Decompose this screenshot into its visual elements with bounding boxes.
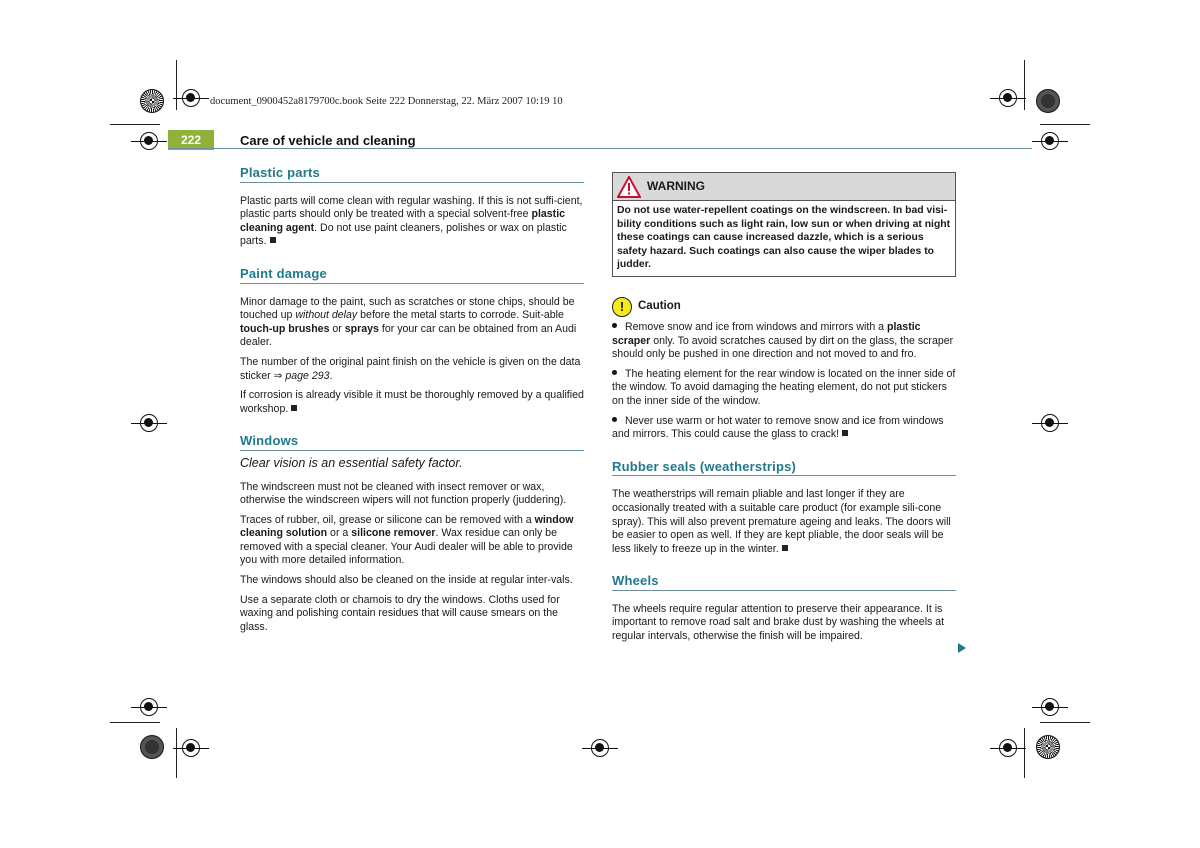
- crop-mark: [110, 124, 160, 125]
- text: Plastic parts will come clean with regular washing. If this is not suffi-cient, plastic parts should only be treated with a special solvent-free: [240, 194, 583, 221]
- bullet-icon: [612, 370, 617, 375]
- caution-bullet: [612, 415, 956, 442]
- text: The weatherstrips will remain pliable and last longer if they are occasionally treated with a suitable care product (for example sili-cone spray). This will also prevent premature ageing and leaks. The doors will be easier to open as well. If they are kept pliable, the door seals will be less likely to freeze up in the winter.: [612, 488, 951, 555]
- warning-header: [613, 173, 955, 201]
- warning-title: WARNING: [647, 178, 705, 193]
- paragraph: The windows should also be cleaned on the inside at regular inter-vals.: [240, 574, 573, 587]
- text: If corrosion is already visible it must be thoroughly removed by a qualified workshop.: [240, 389, 584, 415]
- paragraph: Use a separate cloth or chamois to dry the windows. Cloths used for waxing and polishing contain residues that will cause smears on the glass.: [240, 593, 560, 633]
- text: or a: [327, 527, 352, 540]
- text: before the metal starts to corrode. Suit-able: [357, 309, 564, 322]
- paragraph: [240, 195, 584, 249]
- crop-mark: [1024, 728, 1025, 778]
- bold-term: plastic cleaning agent: [240, 208, 566, 234]
- section-rubber-seals: [612, 460, 956, 557]
- bold-term: sprays: [344, 322, 379, 335]
- warning-box: [612, 172, 956, 277]
- continue-arrow-icon: [958, 643, 966, 653]
- text: Minor damage to the paint, such as scratches or stone chips, should be touched up: [240, 295, 575, 322]
- bullet-icon: [612, 417, 617, 422]
- section-windows: [240, 434, 584, 634]
- section-heading: Rubber seals (weatherstrips): [612, 460, 956, 477]
- right-column: [612, 172, 956, 662]
- crosshair-icon: [999, 89, 1017, 107]
- registration-star-icon: [140, 89, 164, 113]
- warning-text: Do not use water-repellent coatings on the windscreen. In bad visi-bility conditions such as light rain, low sun or when driving at night these coatings can cause increased dazzle, which is a serious safety hazard. Such coatings can also cause the wiper blades to judder.: [617, 205, 951, 271]
- text: Remove snow and ice from windows and mirrors with a: [625, 320, 887, 333]
- paragraph: The windscreen must not be cleaned with insect remover or wax, otherwise the windscreen wipers will not function properly (juddering).: [240, 480, 567, 507]
- caution-title: Caution: [638, 300, 681, 313]
- section-heading: Wheels: [612, 574, 956, 591]
- bullet-icon: [612, 323, 617, 328]
- text: only. To avoid scratches caused by dirt on the glass, the scraper should only be pushed in one direction and not moved to and fro.: [612, 334, 954, 361]
- section-plastic-parts: [240, 166, 584, 249]
- page-reference-link[interactable]: page 293: [285, 369, 330, 382]
- bold-term: silicone remover: [351, 527, 436, 540]
- text: The number of the original paint finish on the vehicle is given on the data sticker ⇒: [240, 355, 581, 382]
- crop-mark: [1040, 722, 1090, 723]
- crosshair-icon: [182, 89, 200, 107]
- paragraph: [240, 389, 584, 416]
- text: .: [329, 369, 333, 382]
- section-heading: Paint damage: [240, 267, 584, 284]
- text: Traces of rubber, oil, grease or silicone can be removed with a: [240, 513, 535, 526]
- bold-term: window cleaning solution: [240, 513, 574, 540]
- end-square-icon: [782, 545, 788, 551]
- warning-triangle-icon: [617, 176, 641, 198]
- chapter-title: Care of vehicle and cleaning: [240, 133, 416, 148]
- crosshair-icon: [591, 739, 609, 757]
- end-square-icon: [842, 430, 848, 436]
- text: . Do not use paint cleaners, polishes or wax on plastic parts.: [240, 221, 567, 248]
- bold-term: touch-up brushes: [240, 322, 330, 335]
- page-number: 222: [168, 130, 214, 150]
- caution-bullet: [612, 368, 956, 409]
- crosshair-icon: [999, 739, 1017, 757]
- text: The heating element for the rear window is located on the inner side of the window. To avoid damaging the heating element, do not put stickers on the inner side of the window.: [612, 367, 956, 407]
- end-square-icon: [291, 405, 297, 411]
- italic-term: without delay: [295, 309, 358, 322]
- caution-header: [612, 297, 956, 317]
- section-paint-damage: [240, 267, 584, 416]
- section-wheels: [612, 574, 956, 643]
- left-column: [240, 166, 584, 652]
- crop-mark: [110, 722, 160, 723]
- paragraph: [240, 514, 584, 568]
- print-meta-line: document_0900452a8179700c.book Seite 222 Donnerstag, 22. März 2007 10:19 10: [210, 96, 563, 107]
- crosshair-icon: [140, 698, 158, 716]
- paragraph: [240, 296, 584, 350]
- crosshair-icon: [1041, 698, 1059, 716]
- crosshair-icon: [1041, 132, 1059, 150]
- caution-exclamation-icon: !: [612, 297, 632, 317]
- section-heading: Windows: [240, 434, 584, 451]
- registration-dark-icon: [140, 735, 164, 759]
- registration-dark-icon: [1036, 89, 1060, 113]
- crosshair-icon: [182, 739, 200, 757]
- crop-mark: [1040, 124, 1090, 125]
- crosshair-icon: [1041, 414, 1059, 432]
- section-subtitle: Clear vision is an essential safety factor.: [240, 455, 463, 470]
- paragraph: [612, 488, 956, 556]
- crop-mark: [176, 60, 177, 110]
- crosshair-icon: [140, 132, 158, 150]
- crop-mark: [1024, 60, 1025, 110]
- caution-block: [612, 297, 956, 442]
- bold-term: plastic scraper: [612, 320, 921, 347]
- paragraph: The wheels require regular attention to preserve their appearance. It is important to remove road salt and brake dust by washing the wheels at regular intervals, otherwise the finish will be impaired.: [612, 602, 945, 643]
- registration-star-icon: [1036, 735, 1060, 759]
- paragraph: [240, 356, 584, 383]
- text: Never use warm or hot water to remove snow and ice from windows and mirrors. This could cause the glass to crack!: [612, 414, 944, 441]
- text: for your car can be obtained from an Audi dealer.: [240, 322, 577, 349]
- text: or: [329, 322, 345, 335]
- crop-mark: [176, 728, 177, 778]
- end-square-icon: [270, 237, 276, 243]
- caution-bullet: [612, 321, 956, 362]
- crosshair-icon: [140, 414, 158, 432]
- section-heading: Plastic parts: [240, 166, 584, 183]
- header-rule: [168, 148, 1032, 149]
- text: . Wax residue can only be removed with a special cleaner. Your Audi dealer will be able to provide you with more detailed information.: [240, 527, 573, 567]
